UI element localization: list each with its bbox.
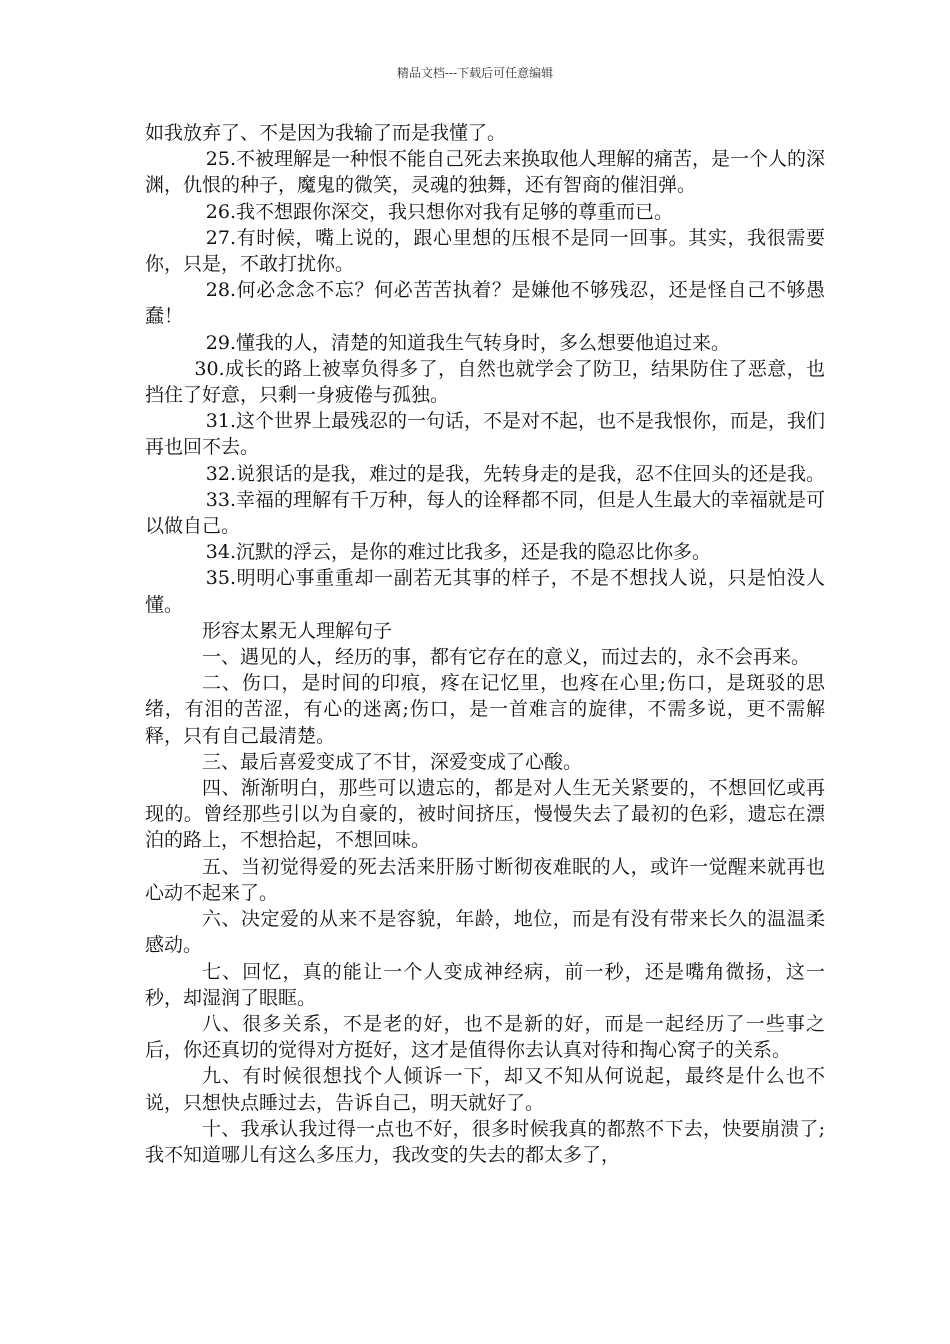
paragraph: 28.何必念念不忘？何必苦苦执着？是嫌他不够残忍，还是怪自己不够愚蠢！	[145, 279, 825, 328]
paragraph: 九、有时候很想找个人倾诉一下，却又不知从何说起，最终是什么也不说，只想快点睡过去，告诉自己，明天就好了。	[145, 1065, 825, 1114]
paragraph: 35.明明心事重重却一副若无其事的样子，不是不想找人说，只是怕没人懂。	[145, 567, 825, 616]
paragraph: 三、最后喜爱变成了不甘，深爱变成了心酸。	[202, 750, 583, 773]
paragraph: 34.沉默的浮云，是你的难过比我多，还是我的隐忍比你多。	[205, 541, 712, 564]
paragraph: 二、伤口，是时间的印痕，疼在记忆里，也疼在心里;伤口，是斑驳的思绪，有泪的苦涩，有心的迷离;伤口，是一首难言的旋律，不需多说，更不需解释，只有自己最清楚。	[145, 672, 825, 747]
paragraph: 四、渐渐明白，那些可以遗忘的，都是对人生无关紧要的，不想回忆或再现的。曾经那些引以为自豪的，被时间挤压，慢慢失去了最初的色彩，遗忘在漂泊的路上，不想拾起，不想回味。	[145, 777, 825, 852]
paragraph: 29.懂我的人，清楚的知道我生气转身时，多么想要他追过来。	[205, 331, 731, 354]
paragraph: 十、我承认我过得一点也不好，很多时候我真的都熬不下去，快要崩溃了;我不知道哪儿有这么多压力，我改变的失去的都太多了，	[145, 1117, 825, 1166]
paragraph: 30.成长的路上被辜负得多了，自然也就学会了防卫，结果防住了恶意，也挡住了好意，只剩一身疲倦与孤独。	[145, 357, 825, 407]
paragraph: 33.幸福的理解有千万种，每人的诠释都不同，但是人生最大的幸福就是可以做自己。	[145, 488, 826, 538]
paragraph: 六、决定爱的从来不是容貌，年龄，地位，而是有没有带来长久的温温柔感动。	[145, 908, 825, 957]
document-body	[145, 120, 825, 1168]
paragraph: 31.这个世界上最残忍的一句话，不是对不起，也不是我恨你，而是，我们再也回不去。	[145, 410, 826, 459]
paragraph: 32.说狠话的是我，难过的是我，先转身走的是我，忍不住回头的还是我。	[205, 462, 826, 485]
paragraph: 27.有时候，嘴上说的，跟心里想的压根不是同一回事。其实，我很需要你，只是，不敢打扰你。	[145, 226, 825, 276]
paragraph: 七、回忆，真的能让一个人变成神经病，前一秒，还是嘴角微扬，这一秒，却湿润了眼眶。	[145, 960, 825, 1009]
section-heading: 形容太累无人理解句子	[202, 619, 393, 642]
paragraph: 25.不被理解是一种恨不能自己死去来换取他人理解的痛苦，是一个人的深渊，仇恨的种子，魔鬼的微笑，灵魂的独舞，还有智商的催泪弹。	[145, 148, 826, 197]
paragraph: 26.我不想跟你深交，我只想你对我有足够的尊重而已。	[205, 200, 674, 223]
paragraph: 八、很多关系，不是老的好，也不是新的好，而是一起经历了一些事之后，你还真切的觉得对方挺好，这才是值得你去认真对待和掏心窝子的关系。	[145, 1012, 825, 1062]
paragraph: 一、遇见的人，经历的事，都有它存在的意义，而过去的，永不会再来。	[202, 646, 811, 669]
page-header: 精品文档---下载后可任意编辑	[396, 66, 554, 80]
paragraph: 五、当初觉得爱的死去活来肝肠寸断彻夜难眠的人，或许一觉醒来就再也心动不起来了。	[145, 855, 825, 904]
paragraph: 如我放弃了、不是因为我输了而是我懂了。	[145, 122, 507, 144]
